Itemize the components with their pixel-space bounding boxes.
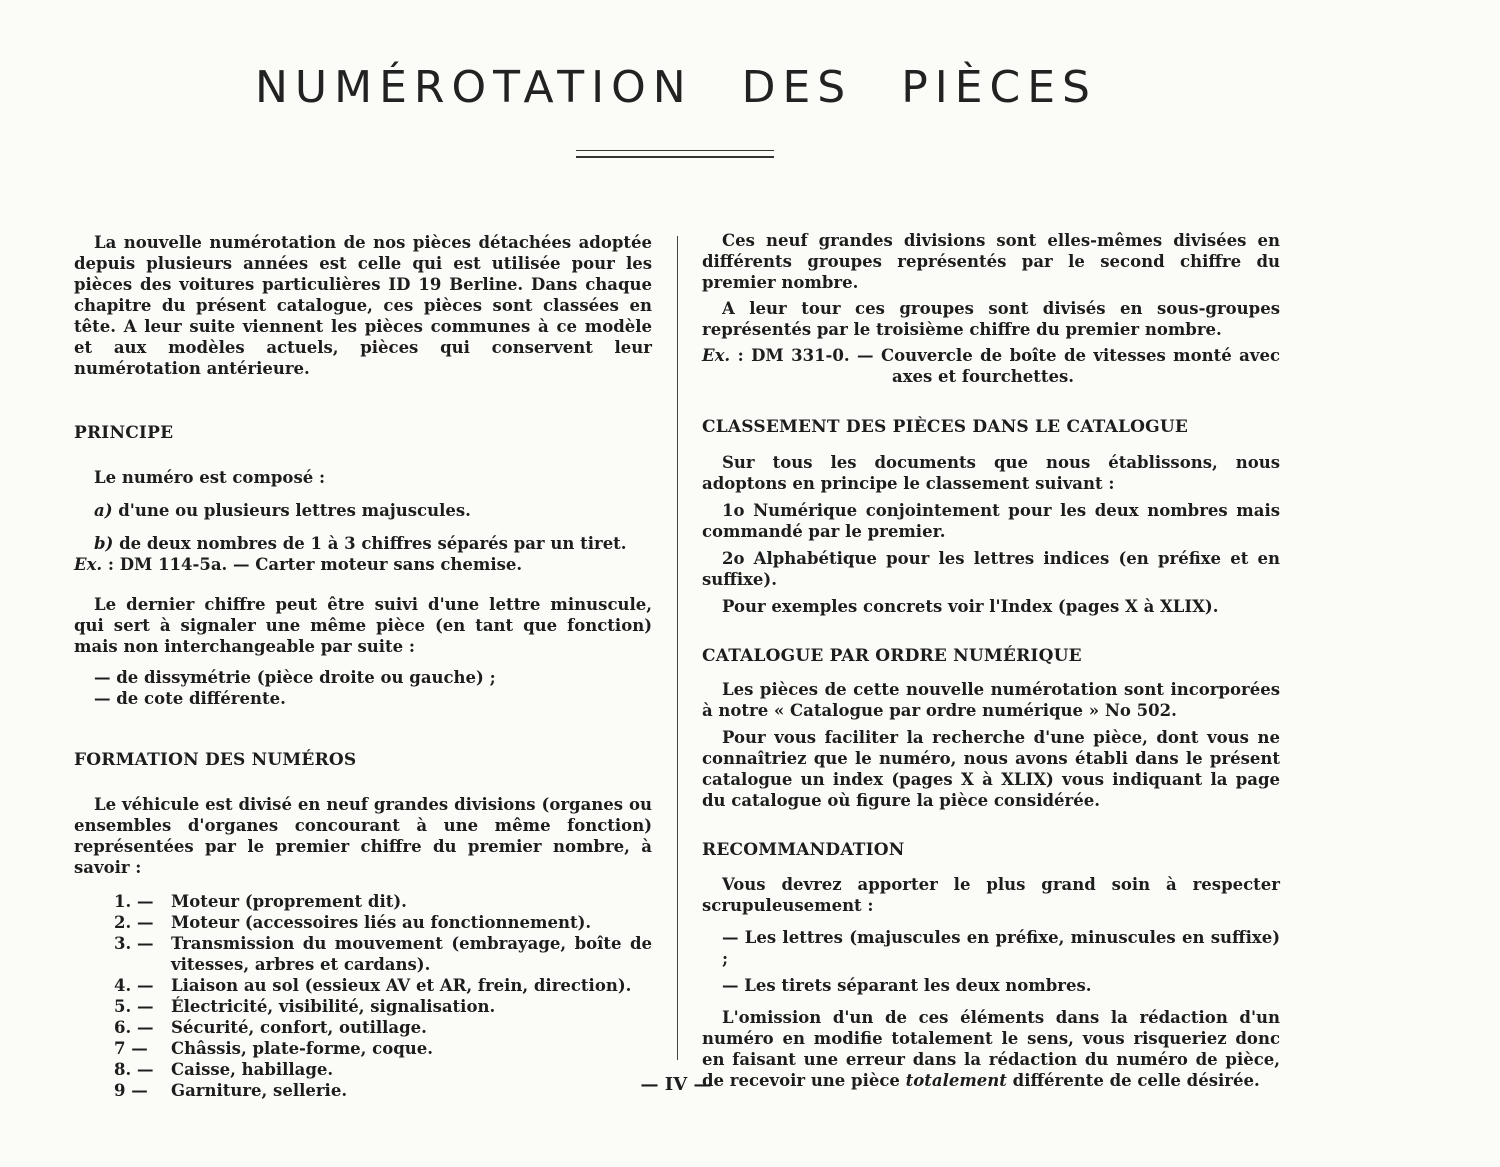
principe-a-text: d'une ou plusieurs lettres majuscules.: [112, 501, 471, 520]
catalogue-p1: Les pièces de cette nouvelle numérotation sont incorporées à notre « Catalogue par ordre numérique » No 502.: [702, 680, 1280, 720]
list-item-number: 3. —: [114, 934, 154, 953]
principe-a-label: a): [94, 501, 113, 520]
principe-ex-label: Ex.: [74, 555, 103, 574]
classement-p1: Sur tous les documents que nous établissons, nous adoptons en principe le classement suivant :: [702, 453, 1280, 493]
list-item: [74, 891, 652, 912]
list-item-text: Moteur (accessoires liés au fonctionnement).: [171, 913, 592, 932]
principe-example: [74, 554, 652, 575]
recommandation-dash-list: [702, 927, 1280, 996]
list-item-text: Caisse, habillage.: [171, 1060, 334, 1079]
list-item-text: Transmission du mouvement (embrayage, boîte de vitesses, arbres et cardans).: [171, 934, 652, 974]
list-item: [74, 1038, 652, 1059]
recommandation-p2-before: L'omission d'un de ces éléments dans la rédaction d'un numéro en modifie totalement le sens, vous risqueriez donc en faisant une erreur dans la rédaction du numéro de pièce, de recevoir une pièce: [702, 1008, 1280, 1090]
list-item-number: 7 —: [114, 1039, 148, 1058]
list-item-text: Garniture, sellerie.: [171, 1081, 348, 1100]
list-item: — Les tirets séparant les deux nombres.: [722, 976, 1092, 995]
classement-p3: 2o Alphabétique pour les lettres indices (en préfixe et en suffixe).: [702, 549, 1280, 589]
list-item: [74, 1017, 652, 1038]
catalogue-heading: CATALOGUE PAR ORDRE NUMÉRIQUE: [702, 646, 1082, 666]
recommandation-p2-after: différente de celle désirée.: [1006, 1071, 1260, 1090]
list-item: — Les lettres (majuscules en préfixe, minuscules en suffixe) ;: [722, 928, 1280, 968]
principe-a: [74, 500, 652, 521]
page-number: — IV —: [640, 1074, 712, 1095]
column-divider: [677, 236, 678, 1060]
list-item: [74, 996, 652, 1017]
classement-p4: Pour exemples concrets voir l'Index (pages X à XLIX).: [722, 597, 1219, 616]
title-double-rule: [576, 150, 774, 158]
list-item-text: Sécurité, confort, outillage.: [171, 1018, 427, 1037]
list-item-number: 2. —: [114, 913, 154, 932]
left-column: [74, 232, 652, 1101]
principe-p3: Le dernier chiffre peut être suivi d'une lettre minuscule, qui sert à signaler une même pièce (en tant que fonction) mais non interchangeable par suite :: [74, 595, 652, 656]
intro-paragraph: La nouvelle numérotation de nos pièces détachées adoptée depuis plusieurs années est celle qui est utilisée pour les pièces des voitures particulières ID 19 Berline. Dans chaque chapitre du présent catalogue, ces pièces sont classées en tête. A leur suite viennent les pièces communes à ce modèle et aux modèles actuels, pièces qui conservent leur numérotation antérieure.: [74, 233, 652, 378]
list-item: — de dissymétrie (pièce droite ou gauche) ;: [94, 668, 496, 687]
list-item-text: Électricité, visibilité, signalisation.: [171, 997, 496, 1016]
right-column: [702, 230, 1280, 1091]
principe-p1: Le numéro est composé :: [94, 468, 326, 487]
page-title: NUMÉROTATION DES PIÈCES: [255, 62, 1097, 113]
right-example: [702, 345, 1280, 387]
list-item: [74, 975, 652, 996]
recommandation-p1: Vous devrez apporter le plus grand soin à respecter scrupuleusement :: [702, 875, 1280, 915]
principe-dash-list: [74, 667, 652, 709]
list-item-number: 6. —: [114, 1018, 154, 1037]
list-item-number: 1. —: [114, 892, 154, 911]
classement-p2: 1o Numérique conjointement pour les deux nombres mais commandé par le premier.: [702, 501, 1280, 541]
list-item-text: Châssis, plate-forme, coque.: [171, 1039, 433, 1058]
principe-b-label: b): [94, 534, 114, 553]
formation-p1: Le véhicule est divisé en neuf grandes divisions (organes ou ensembles d'organes concourant à une même fonction) représentées par le premier chiffre du premier nombre, à savoir :: [74, 795, 652, 877]
divisions-groups-paragraph: Ces neuf grandes divisions sont elles-mêmes divisées en différents groupes représentés par le second chiffre du premier nombre.: [702, 231, 1280, 292]
formation-heading: FORMATION DES NUMÉROS: [74, 750, 357, 770]
principe-heading: PRINCIPE: [74, 423, 174, 443]
recommandation-p2-emphasis: totalement: [905, 1071, 1007, 1090]
list-item-number: 9 —: [114, 1081, 148, 1100]
divisions-list: [74, 891, 652, 1101]
list-item: [74, 933, 652, 975]
classement-heading: CLASSEMENT DES PIÈCES DANS LE CATALOGUE: [702, 417, 1189, 437]
right-ex-label: Ex.: [702, 346, 731, 365]
right-ex-text: : DM 331-0. — Couvercle de boîte de vitesses monté avec axes et fourchettes.: [730, 346, 1280, 386]
principe-ex-text: : DM 114-5a. — Carter moteur sans chemise.: [102, 555, 523, 574]
list-item-number: 8. —: [114, 1060, 154, 1079]
recommandation-heading: RECOMMANDATION: [702, 840, 905, 860]
subgroups-paragraph: A leur tour ces groupes sont divisés en sous-groupes représentés par le troisième chiffre du premier nombre.: [702, 299, 1280, 339]
list-item-number: 5. —: [114, 997, 154, 1016]
principe-b-text: de deux nombres de 1 à 3 chiffres séparés par un tiret.: [113, 534, 627, 553]
list-item: — de cote différente.: [94, 689, 286, 708]
catalogue-p2: Pour vous faciliter la recherche d'une pièce, dont vous ne connaîtriez que le numéro, nous avons établi dans le présent catalogue un index (pages X à XLIX) vous indiquant la page du catalogue où figure la pièce considérée.: [702, 728, 1280, 810]
list-item-number: 4. —: [114, 976, 154, 995]
list-item: [74, 912, 652, 933]
principe-b: [74, 533, 652, 554]
list-item-text: Liaison au sol (essieux AV et AR, frein, direction).: [171, 976, 632, 995]
list-item-text: Moteur (proprement dit).: [171, 892, 407, 911]
